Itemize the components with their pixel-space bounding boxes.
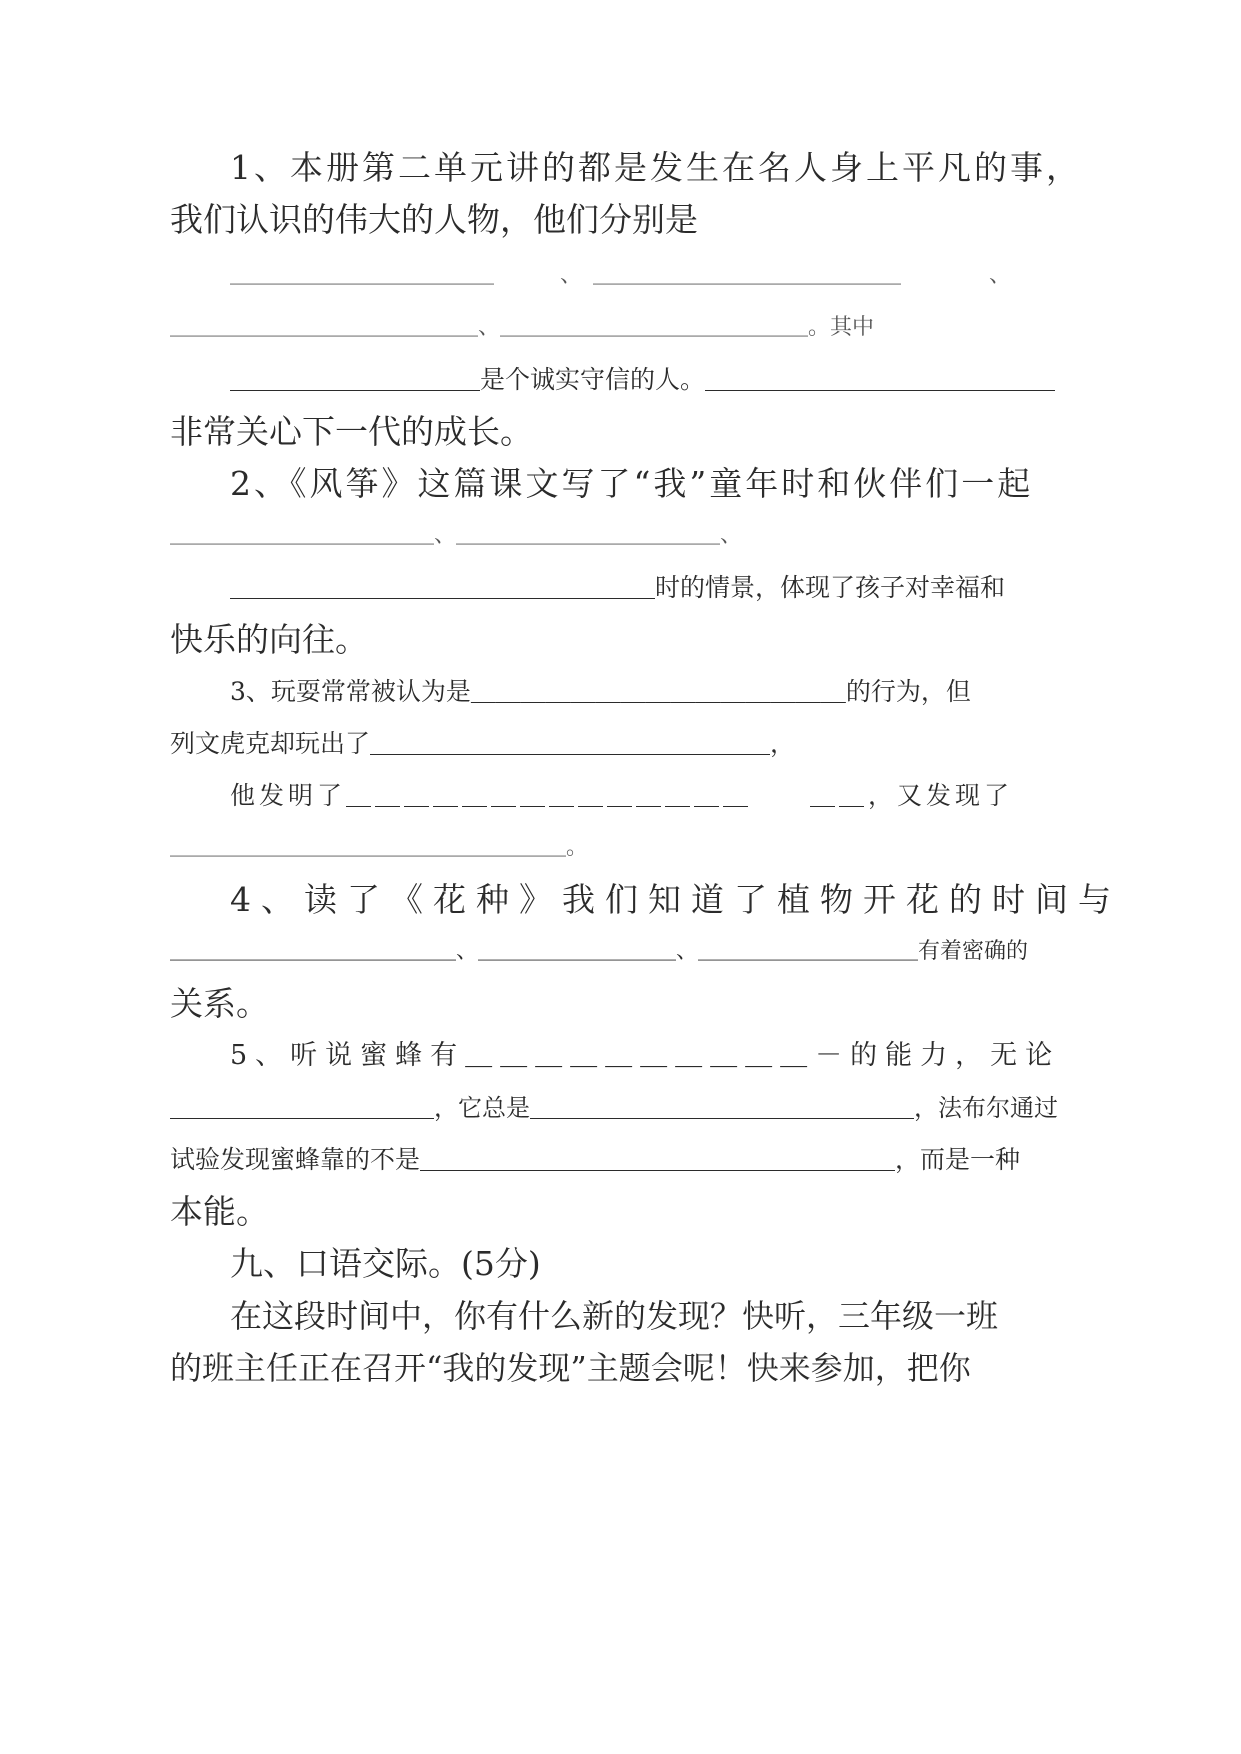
q1-line-3: ＿＿＿＿＿＿＿＿＿＿是个诚实守信的人。＿＿＿＿＿＿＿＿＿＿＿＿＿＿ bbox=[230, 365, 1056, 394]
q5-line-2: ＿＿＿＿＿＿＿＿＿＿＿，它总是＿＿＿＿＿＿＿＿＿＿＿＿＿＿＿＿，法布尔通过 bbox=[170, 1094, 1058, 1122]
q5-line-4: 本能。 bbox=[170, 1192, 269, 1231]
section-9-line-1: 在这段时间中，你有什么新的发现？快听，三年级一班 bbox=[230, 1297, 999, 1335]
q1-line-1: 1、本册第二单元讲的都是发生在名人身上平凡的事， bbox=[230, 148, 1082, 187]
q3-line-1: 3、玩耍常常被认为是＿＿＿＿＿＿＿＿＿＿＿＿＿＿＿的行为，但 bbox=[230, 677, 971, 706]
q4-line-2: ＿＿＿＿＿＿＿＿＿＿＿＿＿、＿＿＿＿＿＿＿＿＿、＿＿＿＿＿＿＿＿＿＿有着密确的 bbox=[170, 939, 1029, 964]
q1-blanks-line-2: ＿＿＿＿＿＿＿＿＿＿＿＿＿＿、＿＿＿＿＿＿＿＿＿＿＿＿＿＿。其中 bbox=[170, 315, 875, 340]
q2-line-3: 快乐的向往。 bbox=[170, 620, 368, 659]
q3-line-4: ＿＿＿＿＿＿＿＿＿＿＿＿＿＿＿＿＿＿。 bbox=[170, 835, 589, 860]
q2-blanks-line: ＿＿＿＿＿＿＿＿＿＿＿＿、＿＿＿＿＿＿＿＿＿＿＿＿、 bbox=[170, 523, 743, 548]
q1-line-2: 我们认识的伟大的人物，他们分别是 bbox=[170, 200, 698, 239]
q4-line-3: 关系。 bbox=[170, 984, 269, 1023]
section-9-line-2: 的班主任正在召开“我的发现”主题会呢！快来参加，把你 bbox=[170, 1349, 971, 1387]
q2-line-2: ＿＿＿＿＿＿＿＿＿＿＿＿＿＿＿＿＿时的情景，体现了孩子对幸福和 bbox=[230, 573, 1006, 602]
q2-line-1: 2、《风筝》这篇课文写了“我”童年时和伙伴们一起 bbox=[230, 464, 1034, 503]
q4-line-1: 4、读了《花种》我们知道了植物开花的时间与 bbox=[230, 880, 1121, 919]
q1-blanks-line-1: ＿＿＿＿＿＿＿＿＿＿＿＿ 、 ＿＿＿＿＿＿＿＿＿＿＿＿＿＿ 、 bbox=[230, 263, 1012, 288]
q5-line-3: 试验发现蜜蜂靠的不是＿＿＿＿＿＿＿＿＿＿＿＿＿＿＿＿＿＿＿，而是一种 bbox=[170, 1145, 1021, 1174]
q5-line-1: 5、听说蜜蜂有＿＿＿＿＿＿＿＿＿＿－的能力，无论 bbox=[230, 1040, 1061, 1071]
q1-line-4: 非常关心下一代的成长。 bbox=[170, 412, 533, 451]
q3-line-2: 列文虎克却玩出了＿＿＿＿＿＿＿＿＿＿＿＿＿＿＿＿， bbox=[170, 729, 796, 758]
q3-line-3: 他发明了＿＿＿＿＿＿＿＿＿＿＿＿＿＿ ＿＿，又发现了 bbox=[230, 781, 1014, 810]
section-9-heading: 九、口语交际。(5分) bbox=[230, 1244, 541, 1283]
